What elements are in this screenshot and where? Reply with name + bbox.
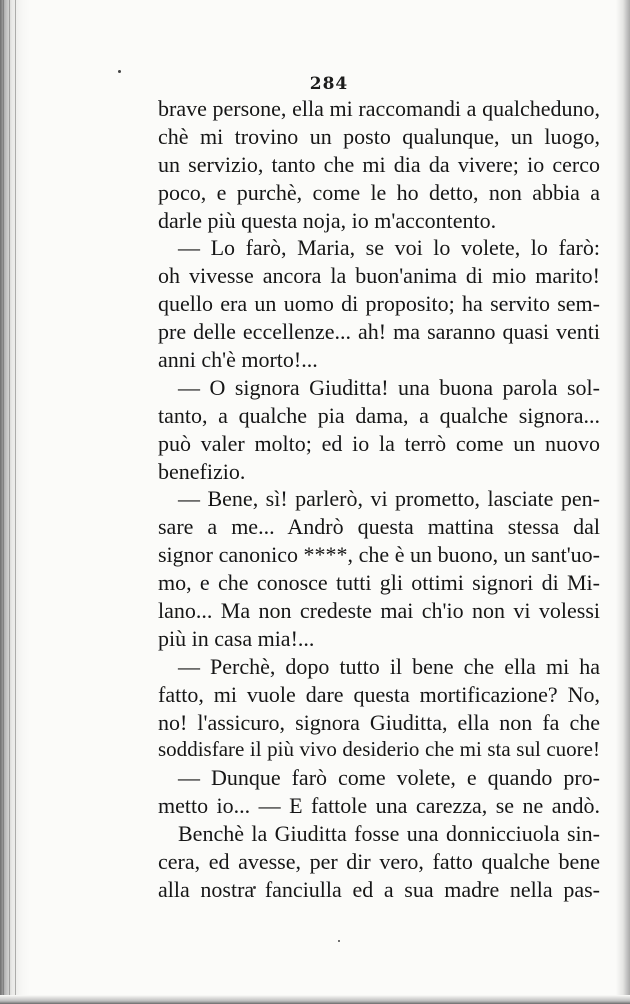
text-line: Benchè la Giuditta fosse una donnicciuola sin-: [178, 821, 600, 847]
text-line: alla nostra fanciulla ed a sua madre nella pas-: [158, 876, 600, 902]
text-line: — Lo farò, Maria, se voi lo volete, lo farò:: [178, 235, 600, 261]
text-line: sare a me... Andrò questa mattina stessa dal: [158, 514, 600, 540]
text-line: pre delle eccellenze... ah! ma saranno quasi venti: [158, 319, 600, 345]
text-line: soddisfare il più vivo desiderio che mi sta sul cuore!: [158, 737, 600, 762]
text-line: quello era un uomo di proposito; ha servito sem-: [158, 291, 600, 317]
text-line: — Perchè, dopo tutto il bene che ella mi ha: [178, 653, 600, 679]
text-line: signor canonico ****, che è un buono, un sant'uo-: [158, 542, 600, 568]
text-body: [158, 95, 600, 904]
page-number: 284: [309, 74, 349, 94]
text-line: può valer molto; ed io la terrò come un nuovo: [158, 430, 600, 456]
text-line: un servizio, tanto che mi dia da vivere; io cerco: [158, 151, 600, 177]
text-line: mo, e che conosce tutti gli ottimi signori di Mi-: [158, 570, 600, 596]
text-line: no! l'assicuro, signora Giuditta, ella non fa che: [158, 709, 600, 735]
text-line: fatto, mi vuole dare questa mortificazione? No,: [158, 681, 600, 707]
text-line: — O signora Giuditta! una buona parola sol-: [178, 374, 600, 400]
page-right-edge: [616, 0, 630, 1004]
text-line: brave persone, ella mi raccomandi a qualcheduno,: [158, 96, 600, 121]
text-line: lano... Ma non credeste mai ch'io non vi volessi: [158, 598, 600, 624]
text-line: più in casa mia!...: [158, 625, 315, 651]
text-line: anni ch'è morto!...: [158, 347, 318, 373]
binding-line: [15, 0, 16, 1004]
page-binding-edge: [0, 0, 30, 1004]
text-line: tanto, a qualche pia dama, a qualche signora...: [158, 402, 600, 428]
text-line: chè mi trovino un posto qualunque, un luogo,: [158, 123, 600, 149]
page-bottom-edge: [0, 995, 630, 1004]
binding-line: [3, 0, 4, 1004]
text-line: metto io... — E fattole una carezza, se ne andò.: [158, 793, 600, 819]
text-line: darle più questa noja, io m'accontento.: [158, 207, 497, 233]
ink-speck: [118, 70, 121, 73]
text-line: — Bene, sì! parlerò, vi prometto, lasciate pen-: [178, 486, 600, 512]
binding-line: [9, 0, 10, 1004]
text-line: — Dunque farò come volete, e quando pro-: [178, 765, 600, 791]
text-line: poco, e purchè, come le ho detto, non abbia a: [158, 179, 600, 205]
text-line: cera, ed avesse, per dir vero, fatto qualche bene: [158, 849, 600, 875]
text-line: benefizio.: [158, 458, 246, 484]
ink-speck: [338, 940, 340, 942]
text-line: oh vivesse ancora la buon'anima di mio marito!: [158, 263, 600, 289]
